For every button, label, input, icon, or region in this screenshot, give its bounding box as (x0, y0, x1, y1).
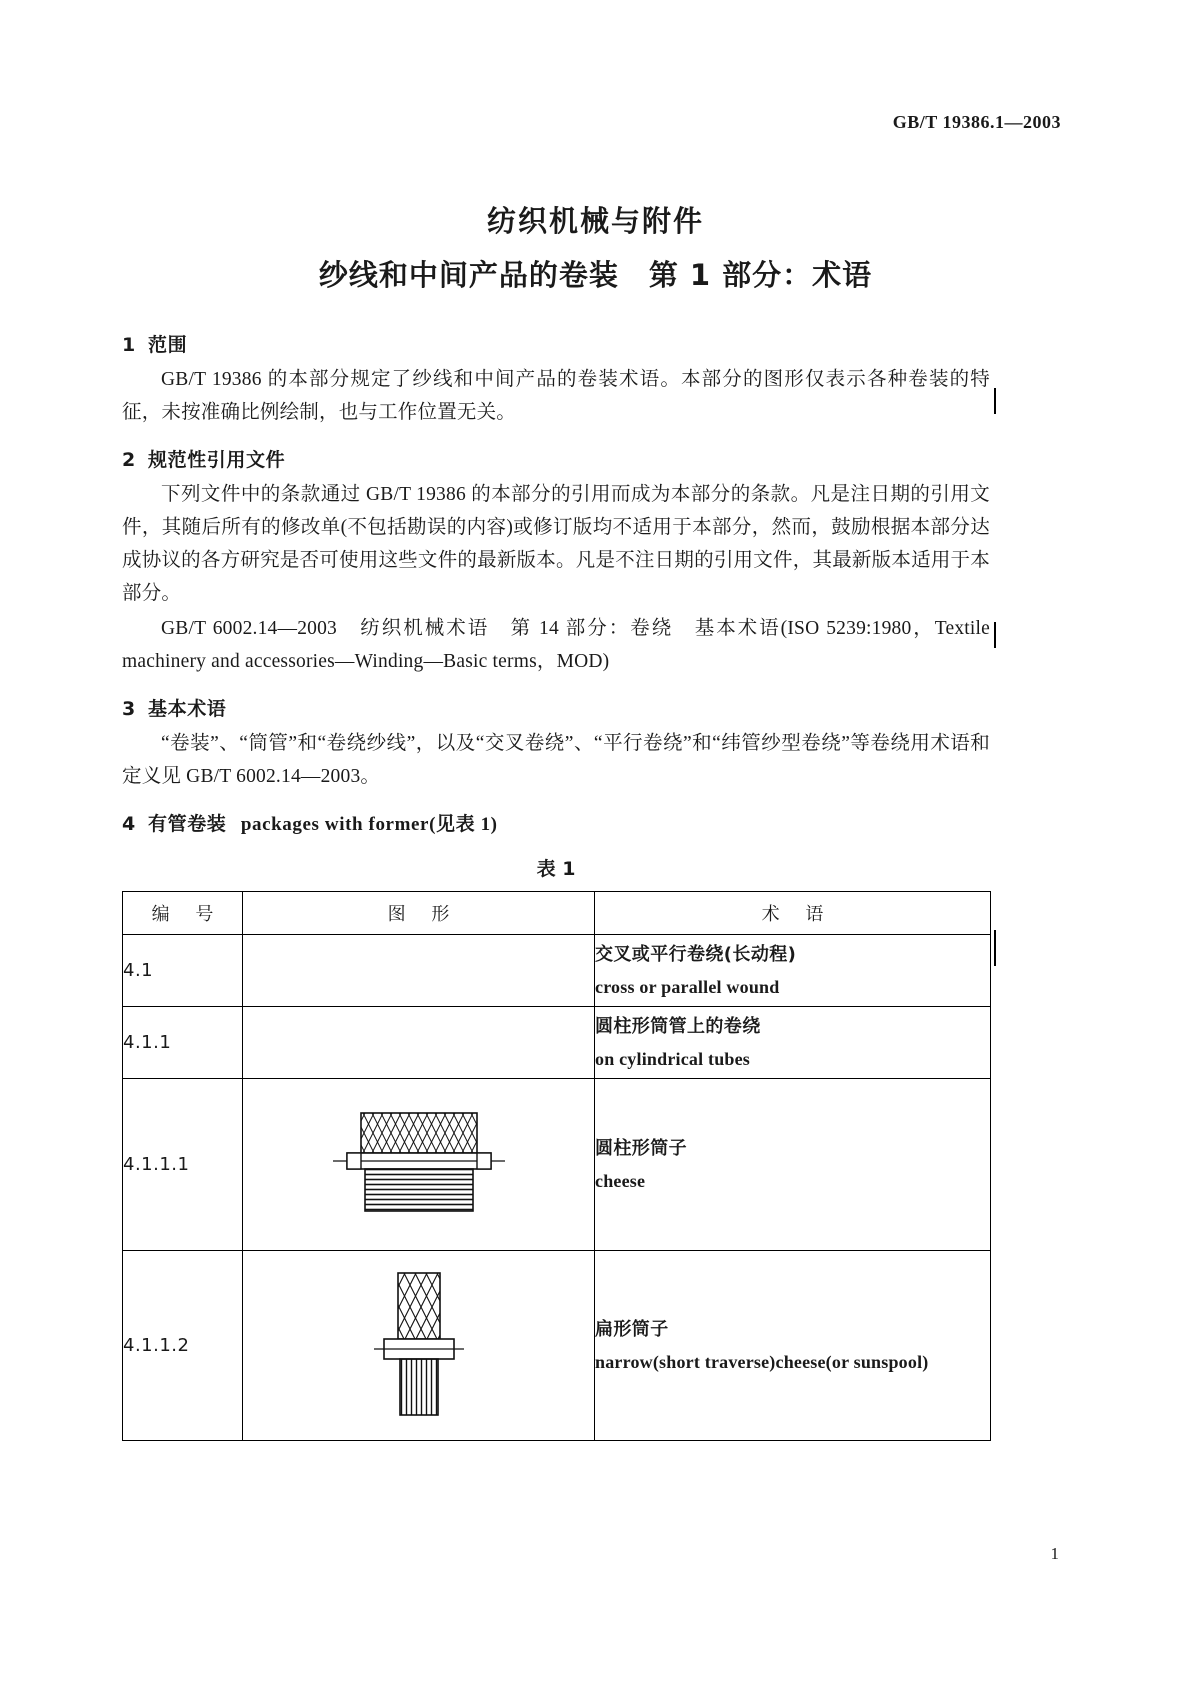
change-bar-section-2 (994, 622, 996, 648)
section-2-normative-reference: GB/T 6002.14—2003 纺织机械术语 第 14 部分：卷绕 基本术语(ISO 5239:1980，Textile machinery and accessories—Winding—Basic terms，MOD) (122, 618, 990, 672)
term-english: on cylindrical tubes (595, 1048, 751, 1069)
title-line-1: 纺织机械与附件 (486, 204, 704, 238)
section-2-paragraph-1: 下列文件中的条款通过 GB/T 19386 的本部分的引用而成为本部分的条款。凡是注日期的引用文件，其随后所有的修改单(不包括勘误的内容)或修订版均不适用于本部分，然而，鼓励根据本部分达成协议的各方研究是否可使用这些文件的最新版本。凡是不注日期的引用文件，其最新版本适用于本部分。 (122, 484, 990, 604)
term-english: narrow(short traverse)cheese(or sunspool) (595, 1351, 929, 1372)
section-4-table-reference: (见表 1) (429, 814, 498, 835)
packages-with-former-table (122, 891, 991, 1441)
section-number-1: 1 (122, 334, 136, 356)
document-header-standard-code: GB/T 19386.1—2003 (892, 112, 1061, 132)
document-title-block (0, 200, 1191, 297)
section-title-4-english: packages with former (240, 814, 430, 835)
row-term-cell (595, 1007, 991, 1079)
section-heading-4 (122, 809, 990, 836)
row-number-cell: 4.1.1.1 (123, 1079, 243, 1251)
section-1-paragraph-1: GB/T 19386 的本部分规定了纱线和中间产品的卷装术语。本部分的图形仅表示各种卷装的特征，未按准确比例绘制，也与工作位置无关。 (122, 369, 990, 423)
row-figure-cell (243, 935, 595, 1007)
term-chinese: 圆柱形筒子 (595, 1137, 687, 1159)
change-bar-table-row (994, 930, 996, 966)
term-english: cross or parallel wound (595, 976, 780, 997)
change-bar-section-1 (994, 388, 996, 414)
section-title-4: 有管卷装 (148, 813, 227, 835)
section-number-2: 2 (122, 449, 136, 471)
table-row (123, 1079, 991, 1251)
section-3-paragraph-1: “卷装”、“筒管”和“卷绕纱线”，以及“交叉卷绕”、“平行卷绕”和“纬管纱型卷绕”等卷绕用术语和定义见 GB/T 6002.14—2003。 (122, 733, 990, 787)
page-number: 1 (1050, 1544, 1059, 1563)
cheese-package-diagram (319, 1097, 519, 1227)
row-term-cell (595, 935, 991, 1007)
table-row (123, 1251, 991, 1441)
term-chinese: 圆柱形筒管上的卷绕 (595, 1015, 761, 1037)
section-heading-3 (122, 694, 990, 721)
term-english: cheese (595, 1170, 646, 1191)
section-heading-1 (122, 330, 990, 357)
row-figure-cell (243, 1079, 595, 1251)
row-number-cell: 4.1 (123, 935, 243, 1007)
row-number-cell: 4.1.1 (123, 1007, 243, 1079)
row-term-cell (595, 1251, 991, 1441)
section-title-1: 范围 (148, 334, 188, 356)
table-row (123, 1007, 991, 1079)
table-header-row (123, 892, 991, 935)
table-caption: 表 1 (536, 858, 576, 880)
title-line-2: 纱线和中间产品的卷装 第 1 部分：术语 (318, 257, 873, 292)
row-figure-cell (243, 1251, 595, 1441)
section-number-4: 4 (122, 813, 136, 835)
sunspool-package-diagram (344, 1263, 494, 1423)
column-header-number: 编 号 (123, 892, 243, 935)
row-term-cell (595, 1079, 991, 1251)
column-header-term: 术 语 (595, 892, 991, 935)
column-header-figure: 图 形 (243, 892, 595, 935)
row-figure-cell (243, 1007, 595, 1079)
section-title-2: 规范性引用文件 (148, 449, 286, 471)
section-heading-2 (122, 445, 990, 472)
term-chinese: 扁形筒子 (595, 1318, 669, 1340)
term-chinese: 交叉或平行卷绕(长动程) (595, 943, 797, 965)
document-body (122, 330, 990, 1441)
row-number-cell: 4.1.1.2 (123, 1251, 243, 1441)
section-number-3: 3 (122, 698, 136, 720)
section-title-3: 基本术语 (148, 698, 227, 720)
table-row (123, 935, 991, 1007)
